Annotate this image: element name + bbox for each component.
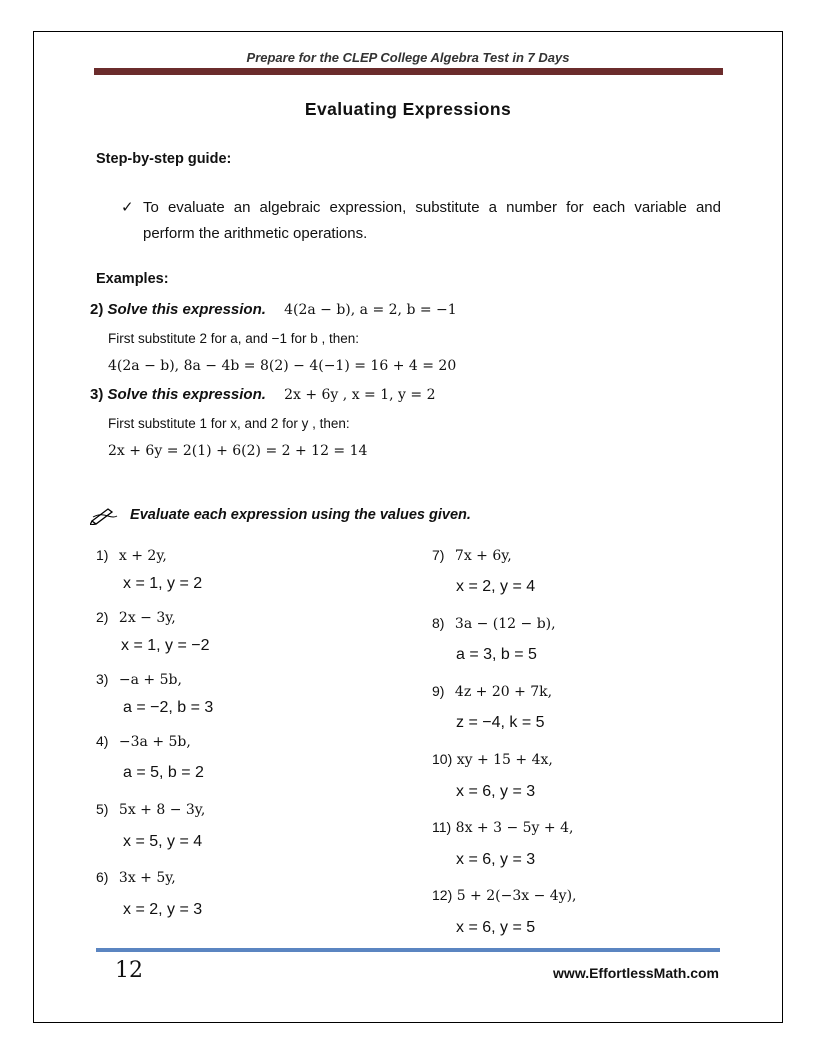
problem-expression: xy + 15 + 4x,	[456, 752, 553, 768]
problem-item	[432, 615, 556, 633]
exercise-heading-text: Evaluate each expression using the values given.	[130, 506, 471, 523]
example-work: 2x + 6y = 2(1) + 6(2) = 2 + 12 = 14	[108, 443, 368, 459]
problem-values: a = 5, b = 2	[123, 764, 204, 781]
example-note: First substitute 1 for x, and 2 for y , then:	[108, 416, 350, 431]
example-label: Solve this expression.	[107, 301, 266, 318]
problem-expression: 3a − (12 − b),	[454, 616, 556, 632]
problem-number: 10)	[432, 751, 453, 767]
problem-expression: 5x + 8 − 3y,	[118, 802, 206, 818]
problem-number: 6)	[96, 869, 109, 885]
problem-expression: −a + 5b,	[118, 672, 182, 688]
problem-number: 7)	[432, 547, 445, 563]
examples-heading: Examples:	[96, 271, 169, 287]
problem-values: x = 6, y = 5	[456, 919, 536, 936]
problem-item	[432, 887, 577, 905]
problem-expression: 8x + 3 − 5y + 4,	[455, 820, 574, 836]
header-rule	[94, 68, 723, 75]
problem-expression: x + 2y,	[118, 548, 167, 564]
problem-values: a = 3, b = 5	[456, 646, 537, 663]
problem-item	[96, 869, 176, 887]
problem-expression: 7x + 6y,	[454, 548, 512, 564]
problem-number: 4)	[96, 733, 109, 749]
problem-values: x = 2, y = 4	[456, 578, 536, 595]
problem-item	[96, 671, 182, 689]
site-url: www.EffortlessMath.com	[553, 965, 719, 981]
guide-item	[121, 195, 721, 247]
example-problem	[90, 386, 435, 403]
problem-values: x = 6, y = 3	[456, 851, 536, 868]
footer-rule	[96, 948, 720, 952]
problem-expression: 2x − 3y,	[118, 610, 176, 626]
problem-item	[432, 547, 512, 565]
problem-expression: −3a + 5b,	[118, 734, 191, 750]
problem-expression: 5 + 2(−3x − 4y),	[456, 888, 577, 904]
example-work: 4(2a − b), 8a − 4b = 8(2) − 4(−1) = 16 + 4 = 20	[108, 358, 457, 374]
problem-number: 11)	[432, 819, 452, 835]
problem-item	[432, 751, 553, 769]
problem-number: 3)	[96, 671, 109, 687]
example-number: 3)	[90, 386, 104, 403]
problem-values: a = −2, b = 3	[123, 699, 214, 716]
problem-number: 9)	[432, 683, 445, 699]
page-title: Evaluating Expressions	[304, 99, 512, 119]
problem-values: x = 5, y = 4	[123, 833, 203, 850]
check-mark-icon: ✓	[121, 199, 134, 216]
example-note: First substitute 2 for a, and −1 for b , then:	[108, 331, 360, 346]
problem-item	[96, 733, 191, 751]
problem-item	[432, 819, 573, 837]
problem-number: 2)	[96, 609, 109, 625]
problem-expression: 3x + 5y,	[118, 870, 176, 886]
problem-item	[96, 801, 205, 819]
exercise-heading	[90, 505, 471, 525]
example-expression: 2x + 6y , x = 1, y = 2	[284, 387, 436, 403]
problem-item	[432, 683, 552, 701]
problem-number: 1)	[96, 547, 109, 563]
example-number: 2)	[90, 301, 104, 318]
problem-values: x = 1, y = −2	[121, 637, 210, 654]
guide-item-text: To evaluate an algebraic expression, substitute a number for each variable and perform the arithmetic operations.	[143, 199, 721, 242]
example-problem	[90, 301, 457, 318]
problem-item	[96, 547, 167, 565]
problem-expression: 4z + 20 + 7k,	[454, 684, 553, 700]
running-header: Prepare for the CLEP College Algebra Test in 7 Days	[246, 50, 570, 65]
problem-values: x = 6, y = 3	[456, 783, 536, 800]
problem-values: x = 2, y = 3	[123, 901, 203, 918]
problem-number: 5)	[96, 801, 109, 817]
problem-values: z = −4, k = 5	[456, 714, 545, 731]
page-number: 12	[115, 958, 143, 983]
problem-item	[96, 609, 176, 627]
problem-number: 8)	[432, 615, 445, 631]
problem-number: 12)	[432, 887, 453, 903]
example-expression: 4(2a − b), a = 2, b = −1	[284, 302, 457, 318]
example-label: Solve this expression.	[107, 386, 266, 403]
pencil-writing-icon	[90, 505, 118, 525]
problem-values: x = 1, y = 2	[123, 575, 203, 592]
guide-heading: Step-by-step guide:	[96, 151, 232, 167]
